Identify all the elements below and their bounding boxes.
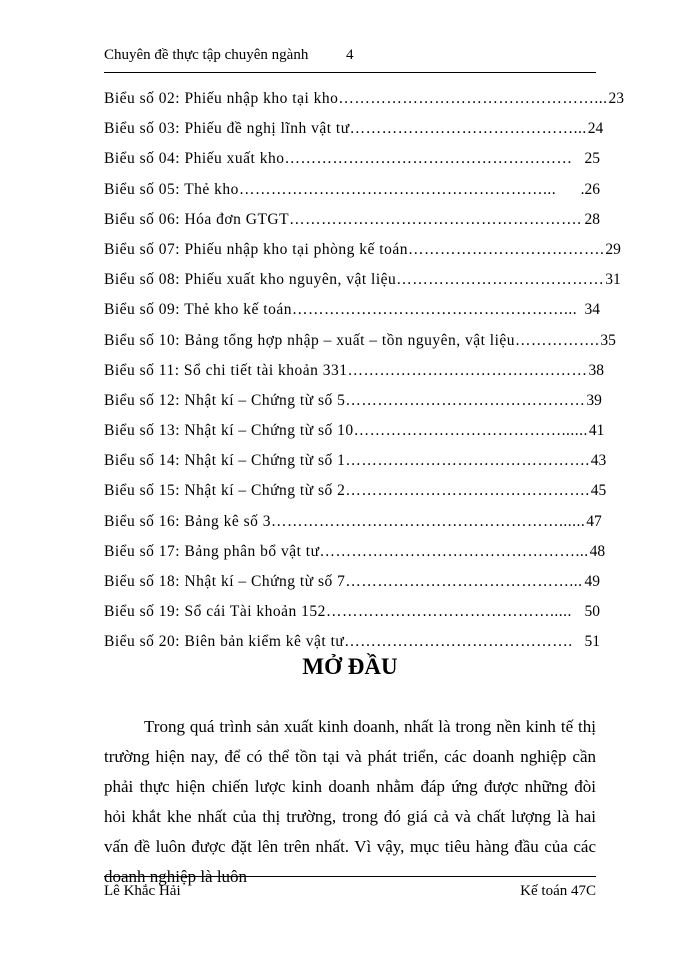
toc-entry	[104, 418, 605, 448]
toc-entry-page: 49	[584, 573, 600, 590]
toc-entry-title: Biểu số 15: Nhật kí – Chứng từ số 2	[104, 482, 346, 500]
header-page-number: 4	[346, 47, 354, 63]
toc-entry	[104, 207, 600, 237]
page-header	[104, 44, 604, 66]
page-footer	[104, 880, 596, 902]
toc-entry	[104, 509, 600, 539]
toc-entry	[104, 328, 616, 358]
toc-entry-page: 35	[600, 331, 616, 349]
toc-entry-title: Biểu số 04: Phiếu xuất kho	[104, 150, 285, 168]
toc-entry	[104, 358, 605, 388]
toc-entry-page: .26	[580, 180, 600, 198]
toc-entry-label	[104, 328, 599, 358]
toc-entry	[104, 448, 607, 478]
toc-entry-leader: …………………………………………………...	[238, 180, 557, 198]
toc-entry-title: Biểu số 17: Bảng phân bổ vật tư	[104, 542, 320, 560]
header-title: Chuyên đề thực tập chuyên ngành	[104, 47, 309, 63]
toc-entry-label	[104, 478, 590, 508]
toc-entry-leader: ………………………………………………	[284, 150, 573, 168]
toc-entry-title: Biểu số 18: Nhật kí – Chứng từ số 7	[104, 573, 346, 590]
section-heading: MỞ ĐẦU	[302, 654, 398, 679]
toc-entry-leader: ………………………………………	[345, 391, 586, 409]
header-divider	[104, 72, 596, 73]
toc-entry-leader: …………………………………………...	[319, 542, 589, 560]
toc-entry-label	[104, 146, 584, 176]
toc-entry-page: 29	[605, 240, 621, 258]
toc-entry-title: Biểu số 07: Phiếu nhập kho tại phòng kế toán	[104, 240, 408, 258]
toc-entry	[104, 478, 607, 508]
toc-entry-label	[104, 358, 588, 388]
toc-entry-leader: ……………………………………………...	[292, 301, 578, 319]
toc-entry-label	[104, 599, 584, 629]
toc-entry-label	[104, 267, 604, 297]
body-paragraph: Trong quá trình sản xuất kinh doanh, nhất là trong nền kinh tế thị trường hiện nay, để có thể tồn tại và phát triển, các doanh nghiệp cần phải thực hiện chiến lược kinh doanh nhằm đáp ứng được những đòi hỏi khắt khe nhất của thị trường, trong đó giá cả và chất lượng là hai vấn đề luôn được đặt lên trên nhất. Vì vậy, mục tiêu hàng đầu của các doanh nghiệp là luôn	[104, 717, 596, 886]
toc-entry-page: 31	[605, 271, 621, 289]
toc-entry-label	[104, 418, 588, 448]
toc-entry-label	[104, 237, 604, 267]
table-of-contents	[104, 86, 625, 660]
toc-entry-label	[104, 297, 584, 327]
toc-entry	[104, 116, 604, 146]
toc-entry-title: Biểu số 05: Thẻ kho	[104, 180, 239, 198]
toc-entry-page: 25	[584, 150, 600, 168]
footer-author: Lê Khắc Hải	[104, 883, 181, 899]
toc-entry-label	[104, 116, 587, 146]
toc-entry-page: 48	[589, 542, 606, 560]
toc-entry-label	[104, 509, 585, 539]
toc-entry-title: Biểu số 19: Sổ cái Tài khoản 152	[104, 603, 326, 621]
toc-entry-title: Biểu số 06: Hóa đơn GTGT	[104, 210, 290, 228]
toc-entry	[104, 177, 600, 207]
toc-entry-leader: ……………………………………...	[349, 120, 587, 138]
toc-entry	[104, 388, 600, 418]
footer-divider	[104, 876, 596, 877]
toc-entry-leader: ……………………………………...	[345, 573, 583, 590]
toc-entry-title: Biểu số 09: Thẻ kho kế toán	[104, 301, 292, 319]
toc-entry-title: Biểu số 08: Phiếu xuất kho nguyên, vật liệu	[104, 271, 397, 289]
toc-entry-leader: ……………………………………….	[345, 452, 590, 470]
toc-entry-page: 43	[590, 452, 607, 470]
toc-entry-page: 39	[586, 391, 602, 409]
toc-entry	[104, 539, 606, 569]
toc-entry-leader: ………………………………………………......	[271, 512, 586, 530]
toc-entry-title: Biểu số 16: Bảng kê số 3	[104, 512, 271, 530]
toc-entry-label	[104, 569, 584, 599]
toc-entry-label	[104, 177, 580, 207]
toc-entry-leader: ……………………………….	[407, 240, 605, 258]
toc-entry-page: 28	[584, 210, 600, 228]
toc-entry-leader: ……………………………………………….	[289, 210, 582, 228]
toc-entry-title: Biểu số 11: Sổ chi tiết tài khoản 331	[104, 361, 348, 379]
footer-class: Kế toán 47C	[520, 883, 596, 899]
toc-entry-title: Biểu số 20: Biên bản kiểm kê vật tư	[104, 633, 345, 651]
toc-entry-title: Biểu số 03: Phiếu đề nghị lĩnh vật tư	[104, 120, 350, 138]
toc-entry-page: 47	[586, 512, 602, 530]
toc-entry-page: 38	[588, 361, 605, 379]
toc-entry-leader: …………………………………….....	[325, 603, 572, 621]
toc-entry-label	[104, 86, 608, 116]
toc-entry-title: Biểu số 13: Nhật kí – Chứng từ số 10	[104, 422, 354, 440]
toc-entry-leader: …………………………………….	[344, 633, 573, 651]
toc-entry-page: 51	[584, 633, 600, 651]
toc-entry-page: 41	[588, 422, 605, 440]
toc-entry-page: 45	[590, 482, 607, 500]
toc-entry-label	[104, 207, 584, 237]
toc-entry	[104, 297, 600, 327]
toc-entry	[104, 569, 600, 599]
toc-entry-title: Biểu số 02: Phiếu nhập kho tại kho	[104, 90, 339, 107]
toc-entry-title: Biểu số 10: Bảng tổng hợp nhập – xuất – tồn nguyên, vật liệu	[104, 331, 516, 349]
toc-entry-page: 23	[608, 90, 625, 107]
toc-entry-leader: …………………………………	[396, 271, 605, 289]
toc-entry-label	[104, 388, 585, 418]
toc-entry-page: 50	[584, 603, 600, 621]
toc-entry-page: 24	[587, 120, 604, 138]
toc-entry-leader: ……………………………………….	[345, 482, 590, 500]
toc-entry	[104, 237, 621, 267]
toc-entry-label	[104, 539, 589, 569]
toc-entry-leader: ………………………………………	[347, 361, 588, 379]
toc-entry-leader: …………………………………......	[353, 422, 588, 440]
toc-entry-leader: …………………………………………...	[338, 90, 608, 107]
toc-entry-leader: …………….	[515, 331, 600, 349]
toc-entry-title: Biểu số 12: Nhật kí – Chứng từ số 5	[104, 391, 346, 409]
toc-entry-label	[104, 448, 590, 478]
toc-entry	[104, 267, 621, 297]
toc-entry-title: Biểu số 14: Nhật kí – Chứng từ số 1	[104, 452, 346, 470]
toc-entry	[104, 146, 600, 176]
toc-entry	[104, 599, 600, 629]
toc-entry-page: 34	[584, 301, 600, 319]
toc-entry	[104, 86, 625, 116]
